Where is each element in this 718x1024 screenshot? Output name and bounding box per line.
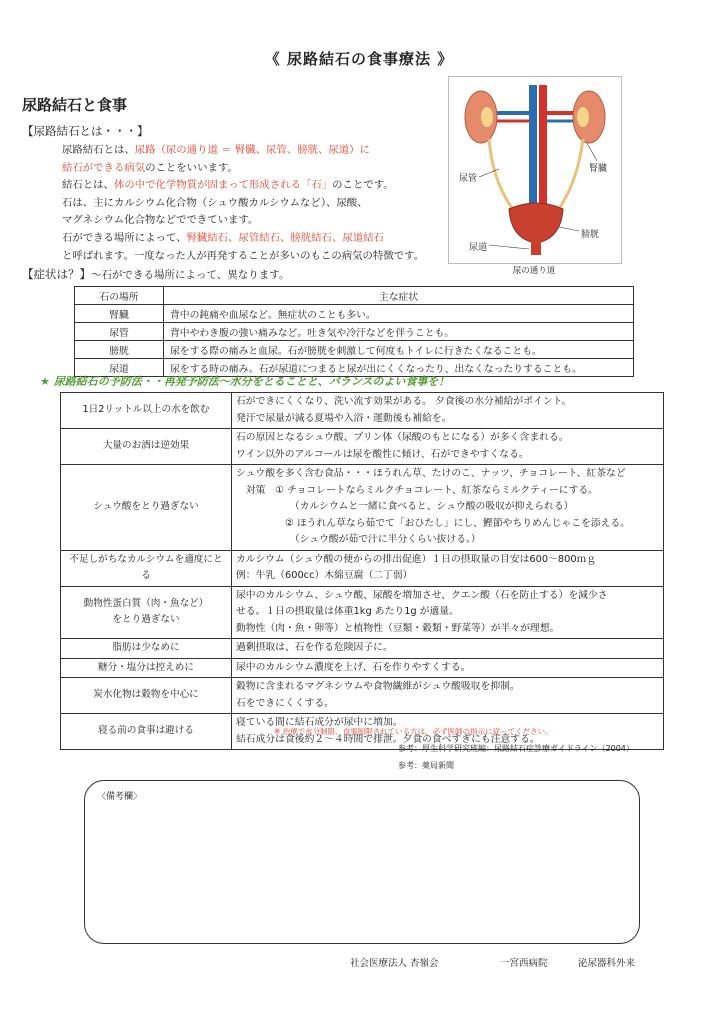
what-is-line — [62, 212, 424, 230]
prevention-line: ワイン以外のアルコールは尿を酸性に傾け、石ができやすくなる。 — [236, 448, 529, 460]
what-is-text: のことをいいます。 — [145, 161, 238, 174]
symptoms-table — [74, 286, 634, 377]
what-is-text: 結石ができる病気 — [62, 161, 146, 174]
prevention-detail — [232, 550, 664, 586]
aorta — [539, 85, 547, 215]
what-is-line — [62, 160, 424, 178]
prevention-line: 対策 ① チョコレートならミルクチョコレート、紅茶ならミルクティーにする。 — [236, 484, 598, 496]
prevention-line: 石ができにくくなり、洗い流す効果がある。 夕食後の水分補給がポイント。 — [236, 396, 572, 407]
caution-note: ※ 治療で水分制限、食事制限されている方は、必ず医師の指示に従ってください。 — [274, 727, 553, 736]
what-is-text: 尿路（尿の通り道 ＝ 腎臓、尿管、膀胱、尿道）に — [134, 144, 370, 156]
prevention-label: 不足しがちなカルシウムを適度にとる — [61, 550, 232, 586]
what-is-text: 腎臓結石、尿管結石、膀胱結石、尿道結石 — [186, 231, 384, 244]
table-row — [75, 341, 634, 359]
what-is-text: 尿路結石とは、 — [62, 144, 135, 156]
prevention-line: 尿中のカルシウム濃度を上げ、石を作りやすくする。 — [236, 661, 471, 673]
prevention-detail — [232, 678, 664, 714]
table-cell: 尿をする際の痛みと血尿。石が膀胱を刺激して何度もトイレに行きたくなることも。 — [164, 341, 634, 359]
what-is-line — [62, 230, 424, 248]
footer-dept: 泌尿器科外来 — [578, 958, 636, 969]
prevention-label: シュウ酸をとり過ぎない — [61, 465, 232, 551]
prevention-line: せる。１日の摂取量は体重1kg あたり1g が適量。 — [236, 606, 459, 617]
prevention-detail — [232, 586, 664, 639]
prevention-label: 大量のお酒は逆効果 — [61, 429, 232, 465]
table-row — [61, 429, 664, 465]
prevention-label: 糖分・塩分は控えめに — [61, 658, 232, 678]
what-is-line — [62, 177, 424, 195]
prevention-heading: ★ 尿路結石の予防法・・再発予防法～水分をとることと、バランスのよい食事を！ — [40, 375, 450, 388]
table-cell: 膀胱 — [75, 341, 164, 359]
prevention-line: ② ほうれん草なら茹でて「おひたし」にし、鰹節やちりめんじゃこを添える。 — [236, 517, 630, 529]
label-bladder: 膀胱 — [581, 230, 600, 240]
prevention-detail — [232, 393, 664, 429]
prevention-detail — [232, 639, 664, 659]
remarks-box — [84, 780, 640, 944]
prevention-line: シュウ酸を多く含む食品・・・ほうれん草、たけのこ、ナッツ、チョコレート、紅茶など — [236, 468, 626, 479]
prevention-detail — [232, 429, 664, 465]
footer-hospital: 一宮西病院 — [500, 958, 548, 969]
label-kidney: 腎臓 — [589, 164, 608, 174]
what-is-text: 石ができる場所によって、 — [62, 231, 187, 244]
what-is-text: 結石とは、 — [62, 179, 114, 192]
what-is-line — [62, 142, 424, 160]
prevention-line: 過剰摂取は、石を作る危険因子に。 — [236, 642, 393, 653]
vena-cava — [529, 85, 537, 215]
what-is-line — [62, 248, 424, 266]
symptoms-subheading: ～石ができる場所によって、異なります。 — [91, 269, 290, 281]
prevention-line: 石の原因となるシュウ酸、プリン体（尿酸のもとになる）が多く含まれる。 — [236, 432, 569, 443]
prevention-table — [60, 392, 664, 750]
prevention-label: 寝る前の食事は避ける — [61, 714, 232, 750]
reference-2: 参考：薬局新聞 — [398, 761, 454, 770]
table-row — [75, 323, 634, 341]
remarks-label: 〈備考欄〉 — [97, 792, 143, 802]
prevention-line: 穀物に含まれるマグネシウムや食物繊維がシュウ酸吸収を抑制。 — [236, 681, 520, 692]
diagram-caption: 尿の通り道 — [512, 266, 556, 276]
what-is-text: と呼ばれます。一度なった人が再発することが多いのもこの病気の特徴です。 — [62, 249, 425, 262]
prevention-line: （シュウ酸が茹で汁に半分くらい抜ける。） — [236, 534, 481, 545]
urethra — [531, 239, 541, 255]
prevention-line: カルシウム（シュウ酸の便からの排出促進）１日の摂取量の目安は600～800ｍｇ — [236, 553, 597, 565]
table-cell: 尿道 — [75, 359, 164, 377]
label-urethra: 尿道 — [469, 243, 488, 253]
column-header: 石の場所 — [75, 287, 164, 305]
table-cell: 尿をする時の痛み。石が尿道につまると尿が出にくくなったり、出なくなったりすることも。 — [164, 359, 634, 377]
prevention-line: （カルシウムと一緒に食べると、シュウ酸の吸収が抑えられる） — [236, 501, 574, 512]
table-row — [61, 550, 664, 586]
footer-org: 社会医療法人 杏嶺会 — [350, 958, 439, 969]
prevention-detail — [232, 465, 664, 551]
table-row — [61, 586, 664, 639]
reference-1: 参考：厚生科学研究班編：尿路結石症診療ガイドライン（2004） — [398, 744, 634, 753]
prevention-line: 動物性（肉・魚・卵等）と植物性（豆類・穀類・野菜等）が半々が理想。 — [236, 622, 560, 634]
what-is-text: 石は、主にカルシウム化合物（シュウ酸カルシウムなど）、尿酸、 — [62, 196, 368, 209]
table-cell: 腎臓 — [75, 305, 164, 323]
column-header: 主な症状 — [164, 287, 634, 305]
urinary-tract-diagram — [448, 76, 622, 264]
page-title: 《 尿路結石の食事療法 》 — [264, 50, 454, 68]
section-heading: 尿路結石と食事 — [22, 96, 128, 114]
prevention-line: 石をできにくくする。 — [236, 697, 334, 709]
label-ureter: 尿管 — [459, 174, 478, 184]
what-is-text: 体の中で化学物質が固まって形成される「石」 — [113, 179, 333, 192]
table-row — [61, 639, 664, 659]
table-row — [61, 658, 664, 678]
table-cell: 尿管 — [75, 323, 164, 341]
what-is-text: のことです。 — [332, 179, 394, 192]
what-is-text: マグネシウム化合物などでできています。 — [62, 214, 259, 227]
prevention-label: 1日2リットル以上の水を飲む — [61, 393, 232, 429]
table-cell: 背中やわき腹の強い痛みなど。吐き気や冷汗などを伴うことも。 — [164, 323, 634, 341]
what-is-heading: 【尿路結石とは・・・】 — [22, 124, 149, 138]
symptoms-heading-text: 【症状は？】 — [22, 267, 91, 281]
prevention-label: 動物性蛋白質（肉・魚など） をとり過ぎない — [61, 586, 232, 639]
table-row — [61, 393, 664, 429]
symptoms-heading — [22, 266, 289, 282]
prevention-line: 例：牛乳（600cc）木綿豆腐（二丁弱） — [236, 570, 413, 581]
prevention-detail — [232, 658, 664, 678]
prevention-line: 寝ている間に結石成分が尿中に増加。 — [236, 717, 403, 728]
table-row — [61, 678, 664, 714]
table-row — [75, 305, 634, 323]
what-is-line — [62, 195, 424, 213]
prevention-label: 脂肪は少なめに — [61, 639, 232, 659]
prevention-line: 結石成分は食後約２～４時間で排泄。夕食の食べすぎにも注意する。 — [236, 733, 540, 745]
table-cell: 背中の鈍痛や血尿など。無症状のことも多い。 — [164, 305, 634, 323]
prevention-line: 発汗で尿量が減る夏場や入浴・運動後も補給を。 — [236, 412, 452, 424]
what-is-paragraph — [62, 142, 424, 265]
table-row — [61, 465, 664, 551]
prevention-label: 炭水化物は穀物を中心に — [61, 678, 232, 714]
prevention-line: 尿中のカルシウム、シュウ酸、尿酸を増加させ、クエン酸（石を防止する）を減少さ — [236, 589, 608, 601]
